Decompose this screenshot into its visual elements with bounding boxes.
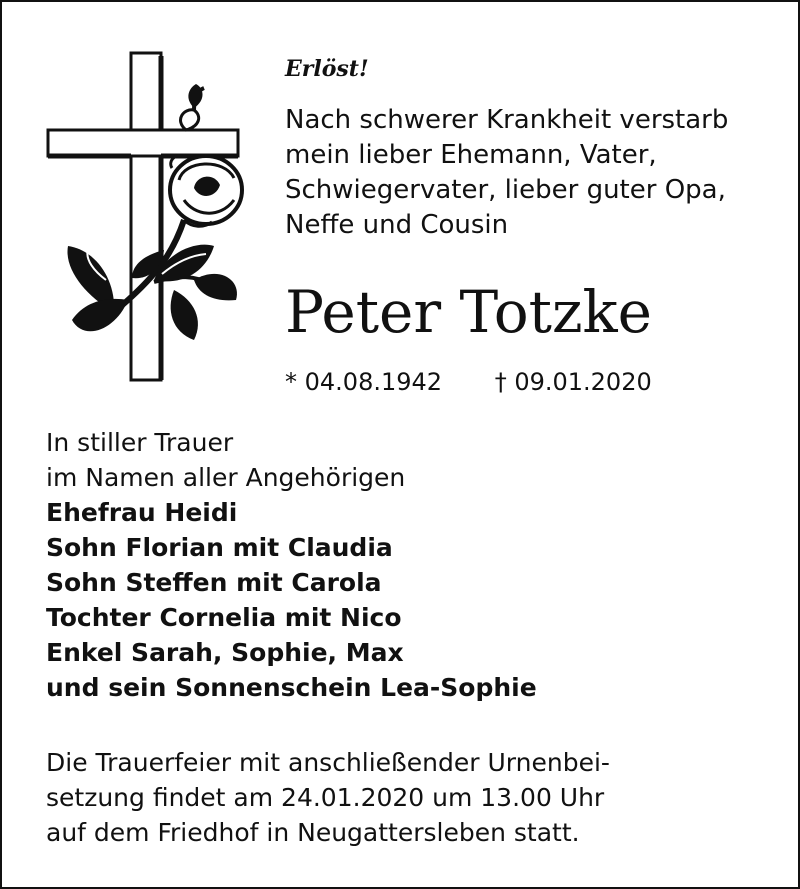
intro-line: Schwiegervater, lieber guter Opa, [285, 175, 726, 205]
intro-line: Nach schwerer Krankheit verstarb [285, 105, 729, 135]
cross-with-rose-icon [44, 50, 244, 385]
mourning-line: im Namen aller Angehörigen [46, 463, 406, 492]
deceased-name: Peter Totzke [285, 278, 652, 346]
erloest-heading: Erlöst! [285, 56, 369, 82]
death-date: † 09.01.2020 [494, 368, 652, 396]
family-member-line: Sohn Florian mit Claudia [46, 533, 393, 562]
intro-line: mein lieber Ehemann, Vater, [285, 140, 657, 170]
birth-date: * 04.08.1942 [285, 368, 443, 396]
service-line: auf dem Friedhof in Neugattersleben statt. [46, 818, 580, 847]
intro-line: Neffe und Cousin [285, 210, 509, 240]
family-member-line: Enkel Sarah, Sophie, Max [46, 638, 404, 667]
family-member-line: Tochter Cornelia mit Nico [46, 603, 402, 632]
family-member-line: Sohn Steffen mit Carola [46, 568, 382, 597]
family-member-line: Ehefrau Heidi [46, 498, 238, 527]
mourners-block [46, 425, 537, 705]
intro-block [285, 52, 728, 243]
service-line: Die Trauerfeier mit anschließender Urnenbei- [46, 748, 610, 777]
life-dates [285, 366, 697, 398]
service-line: setzung findet am 24.01.2020 um 13.00 Uhr [46, 783, 605, 812]
family-member-line: und sein Sonnenschein Lea-Sophie [46, 673, 537, 702]
service-info [46, 745, 610, 850]
mourning-line: In stiller Trauer [46, 428, 234, 457]
